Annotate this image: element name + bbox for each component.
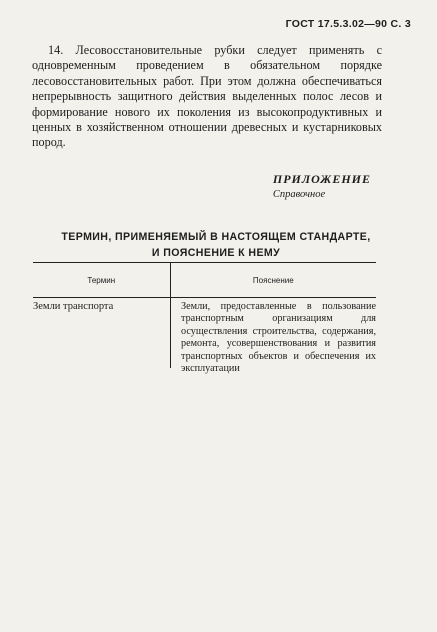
page-header: ГОСТ 17.5.3.02—90 С. 3	[285, 18, 411, 30]
row-term: Земли транспорта	[33, 301, 114, 312]
section-title	[30, 229, 402, 261]
appendix-label	[273, 172, 371, 200]
appendix-title: ПРИЛОЖЕНИЕ	[272, 172, 371, 186]
section-title-line-1: ТЕРМИН, ПРИМЕНЯЕМЫЙ В НАСТОЯЩЕМ СТАНДАРТЕ,	[61, 231, 371, 243]
section-title-line-2: И ПОЯСНЕНИЕ К НЕМУ	[151, 247, 281, 259]
header-explanation: Пояснение	[170, 263, 376, 297]
appendix-subtitle: Справочное	[272, 189, 326, 200]
terms-table	[33, 262, 376, 375]
table-row	[33, 298, 376, 375]
row-explanation: Земли, предоставленные в пользование транспортным организациям для осуществления строительства, содержания, ремонта, усовершенствования и развития транспортных объектов и обеспечения их эксплуатации	[170, 298, 376, 368]
table-header-row	[33, 263, 376, 297]
header-term: Термин	[87, 275, 116, 285]
clause-14-paragraph: 14. Лесовосстановительные рубки следует применять с одновременным проведением в обязательном порядке лесовосстановительных работ. При этом должна обеспечиваться непрерывность защитного действия выделенных полос лесов и формирование нового их поколения из высокопродуктивных и ценных в хозяйственном отношении древесных и кустарниковых пород.	[32, 43, 382, 150]
